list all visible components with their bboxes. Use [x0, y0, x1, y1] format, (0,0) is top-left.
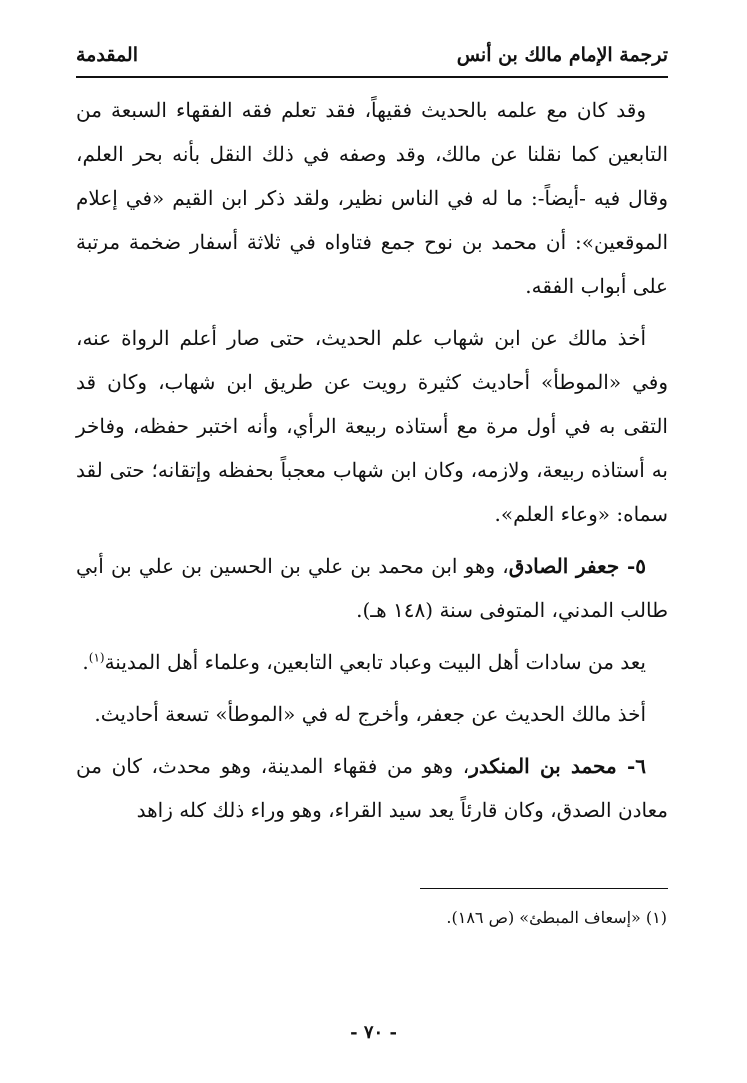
header-rule	[76, 76, 668, 78]
paragraph-1	[76, 88, 668, 308]
paragraph-6	[76, 744, 668, 832]
paragraph-text: أخذ مالك عن ابن شهاب علم الحديث، حتى صار أعلم الرواة عنه، وفي «الموطأ» أحاديث كثيرة رويت عن طريق ابن شهاب، وكان قد التقى به في أول مرة مع أستاذه ربيعة الرأي، وأنه اختبر حفظه، وفاخر به أستاذه ربيعة، ولازمه، وكان ابن شهاب معجباً بحفظه وإتقانه؛ حتى لقد سماه: «وعاء العلم».	[76, 326, 668, 526]
paragraph-3	[76, 544, 668, 632]
paragraph-2	[76, 316, 668, 536]
footnote-reference[interactable]: (١)	[88, 650, 105, 665]
paragraph-text: ، وهو ابن محمد بن علي بن الحسين بن علي بن أبي طالب المدني، المتوفى سنة (١٤٨ هـ).	[76, 554, 668, 622]
paragraph-text: يعد من سادات أهل البيت وعباد تابعي التابعين، وعلماء أهل المدينة	[104, 650, 646, 674]
paragraph-5	[76, 692, 668, 736]
running-title: ترجمة الإمام مالك بن أنس	[456, 44, 668, 66]
paragraph-lead: ٦- محمد بن المنكدر	[469, 754, 646, 778]
paragraph-lead: ٥- جعفر الصادق	[508, 554, 646, 578]
page-header	[76, 38, 668, 72]
paragraph-tail: .	[82, 650, 89, 674]
footnote: (١) «إسعاف المبطئ» (ص ١٨٦).	[446, 908, 667, 927]
paragraph-text: ، وهو من فقهاء المدينة، وهو محدث، كان من معادن الصدق، وكان قارئاً يعد سيد القراء، وهو وراء ذلك كله زاهد	[76, 754, 668, 822]
page-number: - ٧٠ -	[350, 1022, 397, 1043]
paragraph-4	[76, 640, 668, 684]
paragraph-text: أخذ مالك الحديث عن جعفر، وأخرج له في «الموطأ» تسعة أحاديث.	[94, 702, 646, 726]
body-text	[76, 88, 668, 832]
footnote-rule	[420, 888, 668, 889]
section-title: المقدمة	[76, 44, 139, 66]
paragraph-text: وقد كان مع علمه بالحديث فقيهاً، فقد تعلم فقه الفقهاء السبعة من التابعين كما نقلنا عن مالك، وقد وصفه في ذلك النقل بأنه بحر العلم، وقال فيه -أيضاً-: ما له في الناس نظير، ولقد ذكر ابن القيم «في إعلام الموقعين»: أن محمد بن نوح جمع فتاواه في ثلاثة أسفار ضخمة مرتبة على أبواب الفقه.	[76, 98, 668, 298]
